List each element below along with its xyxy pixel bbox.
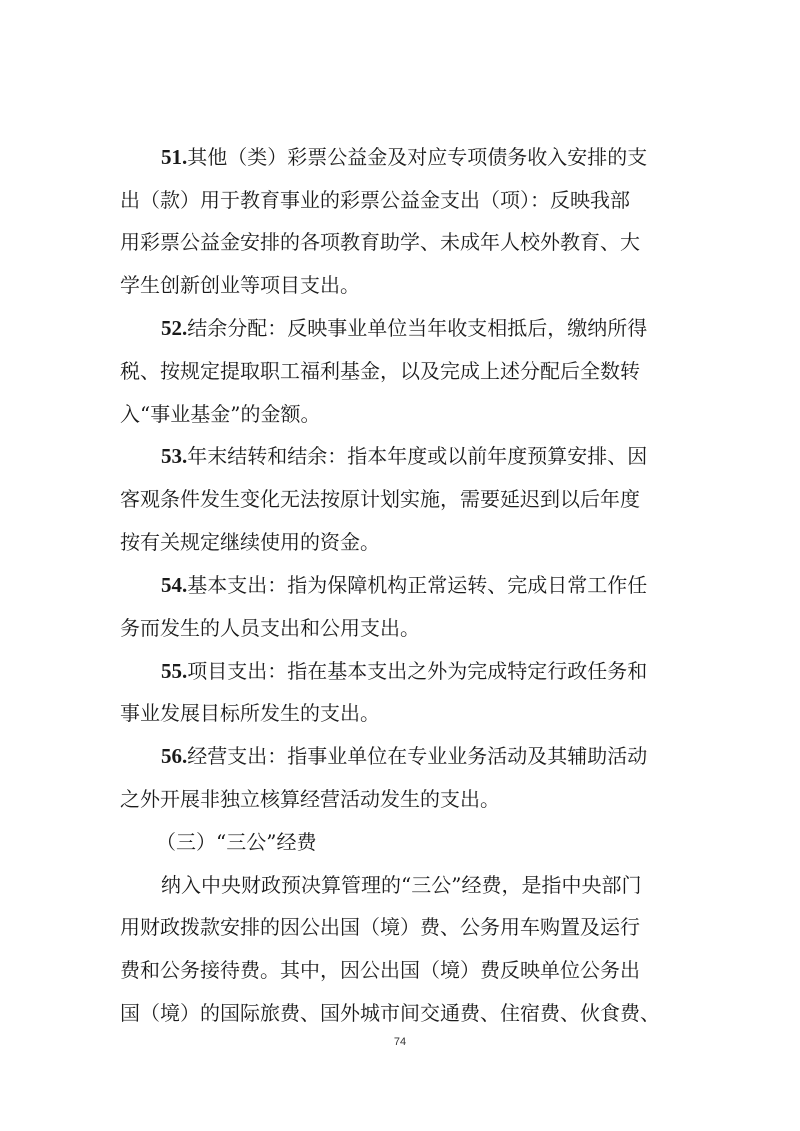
text-line xyxy=(161,444,681,468)
item-text: 年末结转和结余：指本年度或以前年度预算安排、因 xyxy=(187,444,648,469)
text-line: 入“事业基金”的金额。 xyxy=(120,401,321,426)
text-line xyxy=(161,316,681,340)
text-line: 务而发生的人员支出和公用支出。 xyxy=(120,615,420,640)
item-text: 基本支出：指为保障机构正常运转、完成日常工作任 xyxy=(187,572,648,597)
text-line: 国（境）的国际旅费、国外城市间交通费、住宿费、伙食费、 xyxy=(120,1001,660,1025)
text-line xyxy=(161,573,681,597)
text-line: 学生创新创业等项目支出。 xyxy=(120,273,360,298)
page-number: 74 xyxy=(393,1036,407,1048)
text-line: 按有关规定继续使用的资金。 xyxy=(120,530,380,555)
text-line: 出（款）用于教育事业的彩票公益金支出（项）：反映我部 xyxy=(120,187,630,212)
text-line: 用彩票公益金安排的各项教育助学、未成年人校外教育、大 xyxy=(120,230,640,255)
text-line: 客观条件发生变化无法按原计划实施，需要延迟到以后年度 xyxy=(120,487,640,512)
item-number: 55. xyxy=(161,658,188,683)
item-number: 56. xyxy=(161,744,188,769)
item-number: 51. xyxy=(161,144,188,169)
text-line: 纳入中央财政预决算管理的“三公”经费，是指中央部门 xyxy=(161,872,642,897)
section-heading: （三）“三公”经费 xyxy=(156,829,317,854)
item-number: 54. xyxy=(161,572,188,597)
text-line: 用财政拨款安排的因公出国（境）费、公务用车购置及运行 xyxy=(120,915,640,940)
item-text: 项目支出：指在基本支出之外为完成特定行政任务和 xyxy=(187,658,648,683)
item-text: 结余分配：反映事业单位当年收支相抵后，缴纳所得 xyxy=(187,316,648,341)
text-line xyxy=(161,659,681,683)
item-text: 其他（类）彩票公益金及对应专项债务收入安排的支 xyxy=(187,144,648,169)
item-number: 52. xyxy=(161,316,188,341)
text-line xyxy=(161,744,681,768)
item-text: 经营支出：指事业单位在专业业务活动及其辅助活动 xyxy=(187,744,648,769)
text-line: 之外开展非独立核算经营活动发生的支出。 xyxy=(120,786,500,811)
text-line: 事业发展目标所发生的支出。 xyxy=(120,701,380,726)
text-line: 费和公务接待费。其中，因公出国（境）费反映单位公务出 xyxy=(120,958,640,983)
text-line xyxy=(161,145,681,169)
text-line: 税、按规定提取职工福利基金，以及完成上述分配后全数转 xyxy=(120,358,640,383)
item-number: 53. xyxy=(161,444,188,469)
